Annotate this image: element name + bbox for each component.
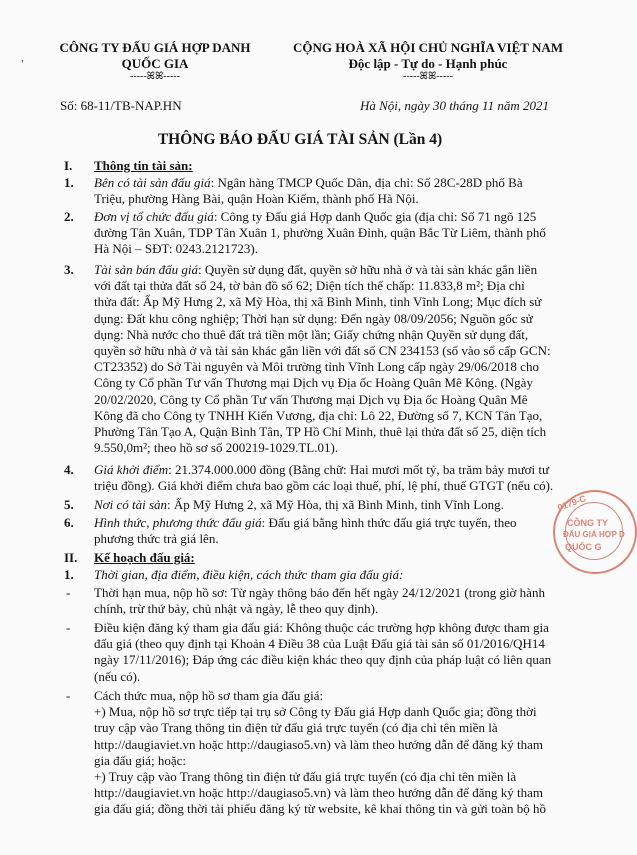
page-title: THÔNG BÁO ĐẤU GIÁ TÀI SẢN (Lần 4) [157,131,443,148]
item2-label: Đơn vị tổ chức đấu giá [94,209,214,224]
bullet3-line: truy cập vào Trang thông tin điện tử đấu giá trực tuyến (có địa chỉ tên miền là [94,720,498,736]
item4-line: triệu đồng). Giá khởi điểm chưa bao gồm các loại thuế, phí, lệ phí, thuế GTGT (nếu có). [94,478,554,494]
bullet1-text [94,585,559,617]
nation-motto: Độc lập - Tự do - Hạnh phúc [348,56,508,71]
item2-number: 2. [64,209,74,224]
nation-title: CỘNG HOÀ XÃ HỘI CHỦ NGHĨA VIỆT NAM [292,40,564,55]
item3-line: 20/02/2020, Công ty Cổ phần Tư vấn Thương mại Dịch vụ Địa ốc Hoàng Quân Mê [94,391,528,407]
doc-number: Số: 68-11/TB-NAP.HN [60,98,182,113]
item3-label: Tài sản bán đấu giá [94,262,199,277]
seal-code: 0179-C [556,493,588,513]
doc-date: Hà Nội, ngày 30 tháng 11 năm 2021 [360,98,549,113]
bullet3-line: gia đấu giá; hoặc: [94,752,187,768]
item1-label: Bên có tài sản đấu giá [94,175,211,190]
bullet-dash: - [66,688,71,703]
item6-number: 6. [64,515,74,530]
bullet3-line: +) Truy cập vào Trang thông tin điện tử đấu giá trực tuyến (có địa chỉ tên miền là [94,769,517,785]
item3-line: : Quyền sử dụng đất, quyền sở hữu nhà ở và tài sản khác gắn liền [198,262,538,277]
item1-line: : Ngân hàng TMCP Quốc Dân, địa chỉ: Số 28C-28D phố Bà [210,175,523,190]
seal-bottom-text: QUỐC G [565,542,602,552]
org-name-line1: CÔNG TY ĐẤU GIÁ HỢP DANH [59,40,251,55]
item6-line: : Đấu giá bằng hình thức đấu giá trực tuyến, theo [261,515,517,530]
bullet-dash: - [66,585,71,600]
org-ornament: -----ꕤꕤ----- [130,71,180,82]
item6-text [94,515,559,547]
section1-heading: Thông tin tài sản: [94,158,193,173]
item3-line: 9.550,0m²; theo hồ sơ số 200219-1029.TL.01). [94,440,339,456]
seal-top-text: CÔNG TY [567,518,609,528]
item4-text [94,462,559,494]
item5-label: Nơi có tài sản [94,497,168,512]
bullet-dash: - [66,620,71,635]
item5-text [94,497,559,513]
company-seal [553,490,637,574]
bullet2-line: ngày 17/11/2016); Đáp ứng các điều kiện khác theo quy định của pháp luật có liên quan [94,652,552,668]
item1-text [94,175,559,207]
seal-mid-text: ĐẤU GIÁ HỢP D [563,530,625,539]
item2-line: : Công ty Đấu giá Hợp danh Quốc gia (địa chỉ: Số 71 ngõ 125 [213,209,537,224]
bullet2-line: đấu giá (theo quy định tại Khoản 4 Điều 38 của Luật Đấu giá tài sản số 01/2016/QH14 [94,636,545,652]
bullet2-line: (nếu có). [94,668,141,684]
corner-mark: , [21,50,24,64]
nation-ornament: -----ꕤꕤ----- [403,71,453,82]
item3-text [94,262,559,456]
section2-heading: Kế hoạch đấu giá: [94,550,195,565]
item1-number: 1. [64,175,74,190]
s2-item1-label: Thời gian, địa điểm, điều kiện, cách thức tham gia đấu giá: [94,567,404,582]
section2-number: II. [64,550,78,565]
item4-number: 4. [64,462,74,477]
bullet3-line: Cách thức mua, nộp hồ sơ tham gia đấu giá: [94,688,324,703]
bullet1-line: Thời hạn mua, nộp hồ sơ: Từ ngày thông báo đến hết ngày 24/12/2021 (trong giờ hành [94,585,545,600]
item3-line: dụng: Nhà nước cho thuê đất trả tiền một lần; Giấy chứng nhận Quyền sử dụng đất, [94,326,529,342]
bullet2-line: Điều kiện đăng ký tham gia đấu giá: Không thuộc các trường hợp không được tham gia [94,620,549,635]
bullet3-line: http://daugiaviet.vn hoặc http://daugiaso5.vn) và làm theo hướng dẫn để đăng ký tham [94,785,543,801]
item2-text [94,209,559,258]
item4-label: Giá khởi điểm [94,462,169,477]
bullet2-text [94,620,559,685]
bullet3-text [94,688,559,818]
item3-line: Kông đã cho Công ty TNHH Kiến Vương, địa chỉ: Lô 22, Đường số 7, KCN Tân Tạo, [94,407,543,423]
item6-label: Hình thức, phương thức đấu giá [94,515,262,530]
item3-line: Phường Tân Tạo A, Quận Bình Tân, TP Hồ Chí Minh, thuê lại thửa đất số 25, diện tích [94,424,547,440]
item3-line: dụng: Đất khu công nghiệp; Thời hạn sử dụng: Đến ngày 08/09/2056; Nguồn gốc sử [94,310,533,326]
bullet3-line: gia đấu giá; đồng thời tải phiếu đăng ký từ website, kê khai thông tin và gửi toàn bộ hồ [94,801,547,817]
item3-line: CT23352) do Sở Tài nguyên và Môi trường tỉnh Vĩnh Long cấp ngày 29/06/2018 cho [94,359,539,375]
org-name-line2: QUỐC GIA [121,56,189,71]
item3-number: 3. [64,262,74,277]
item5-number: 5. [64,497,74,512]
bullet3-line: +) Mua, nộp hồ sơ trực tiếp tại trụ sở Công ty Đấu giá Hợp danh Quốc gia; đồng thời [94,704,537,720]
section1-number: I. [64,158,73,173]
item3-line: thửa đất: Ấp Mỹ Hưng 2, xã Mỹ Hòa, thị xã Bình Minh, tỉnh Vĩnh Long; Mục đích sử [94,294,542,310]
item6-line: phương thức trả giá lên. [94,531,219,547]
item1-line: Triệu, phường Hàng Bài, quận Hoàn Kiếm, thành phố Hà Nội. [94,191,419,207]
item4-line: : 21.374.000.000 đồng (Bằng chữ: Hai mươi mốt tỷ, ba trăm bảy mươi tư [168,462,550,477]
item5-line: : Ấp Mỹ Hưng 2, xã Mỹ Hòa, thị xã Bình Minh, tỉnh Vĩnh Long. [167,497,504,512]
s2-item1-number: 1. [64,567,74,582]
item2-line: đường Tân Xuân, TDP Tân Xuân 1, phường Xuân Đỉnh, quận Bắc Từ Liêm, thành phố [94,225,546,241]
item2-line: Hà Nội – SĐT: 0243.2121723). [94,241,259,257]
item3-line: với đất tại thửa đất số 24, tờ bản đồ số 62; Diện tích thế chấp: 11.833,8 m²; Địa chỉ [94,278,525,294]
bullet3-line: http://daugiaviet.vn hoặc http://daugiaso5.vn) và làm theo hướng dẫn để đăng ký tham [94,736,543,752]
item3-line: quyền sở hữu nhà ở và tài sản khác gắn liền với đất số CN 234153 (số vào sổ cấp GCN: [94,343,551,359]
item3-line: Công ty Cổ phần Tư vấn Thương mại Dịch vụ Địa ốc Hoàng Quân Mê Kông. (Ngày [94,375,533,391]
bullet1-line: chính, trừ thứ bảy, chủ nhật và ngày, lễ theo quy định). [94,601,379,617]
